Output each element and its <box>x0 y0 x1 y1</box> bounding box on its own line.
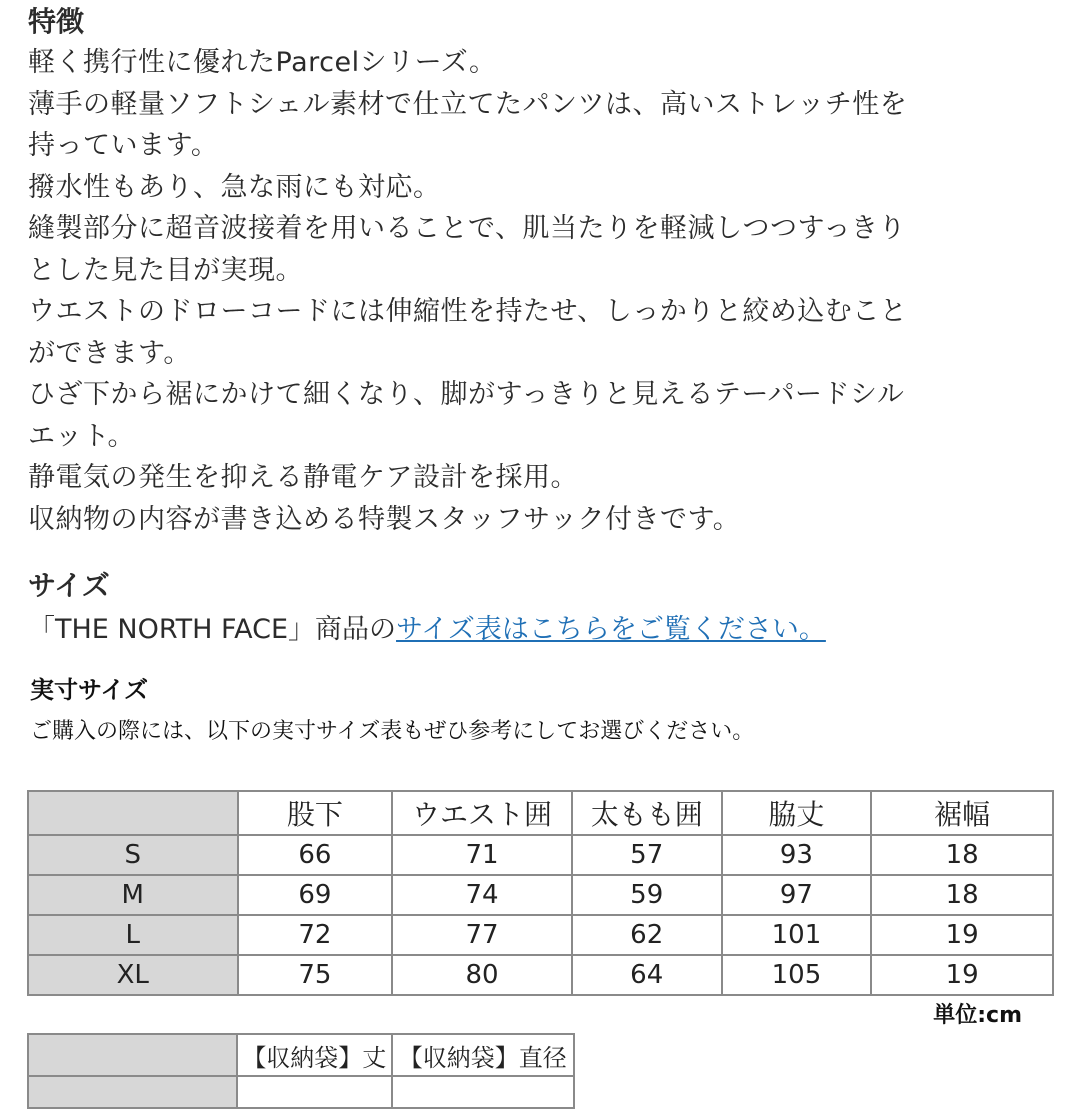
table-cell: 75 <box>238 955 393 995</box>
size-table <box>27 790 1054 996</box>
feature-line: 縫製部分に超音波接着を用いることで、肌当たりを軽減しつつすっきり <box>28 213 906 244</box>
measurement-note: ご購入の際には、以下の実寸サイズ表もぜひ参考にしてお選びください。 <box>30 719 755 744</box>
feature-line: 持っています。 <box>28 130 219 161</box>
table-cell: 69 <box>238 875 393 915</box>
feature-line: エット。 <box>28 420 136 452</box>
size-label-cell: S <box>28 835 238 875</box>
size-intro-text: 「THE NORTH FACE」商品の <box>28 614 397 645</box>
size-heading: サイズ <box>28 569 110 602</box>
size-label-cell: M <box>28 875 238 915</box>
table-cell: 19 <box>871 955 1053 995</box>
size-label-cell: XL <box>28 955 238 995</box>
table-cell: 101 <box>722 915 872 955</box>
feature-line: 収納物の内容が書き込める特製スタッフサック付きです。 <box>28 503 741 535</box>
column-header: 股下 <box>238 791 393 835</box>
table-cell <box>237 1076 392 1108</box>
table-row <box>28 875 1053 915</box>
table-cell: 66 <box>238 835 393 875</box>
features-body <box>28 42 1068 540</box>
table-cell <box>28 1076 237 1108</box>
features-heading: 特徴 <box>28 5 85 38</box>
feature-line: 静電気の発生を抑える静電ケア設計を採用。 <box>28 462 578 493</box>
table-cell: 105 <box>722 955 872 995</box>
feature-line: 撥水性もあり、急な雨にも対応。 <box>28 171 441 203</box>
column-header: ウエスト囲 <box>392 791 572 835</box>
bag-table-header-row <box>28 1034 574 1076</box>
table-cell: 59 <box>572 875 722 915</box>
table-row <box>28 955 1053 995</box>
table-cell: 71 <box>392 835 572 875</box>
column-header: 脇丈 <box>722 791 872 835</box>
table-cell: 93 <box>722 835 872 875</box>
table-cell <box>392 1076 574 1108</box>
table-corner-cell <box>28 1034 237 1076</box>
size-table-header-row <box>28 791 1053 835</box>
unit-label: 単位:cm <box>933 1003 1022 1028</box>
table-row <box>28 915 1053 955</box>
column-header: 太もも囲 <box>572 791 722 835</box>
table-cell: 74 <box>392 875 572 915</box>
table-cell: 18 <box>871 875 1053 915</box>
feature-line: とした見た目が実現。 <box>28 254 303 286</box>
feature-line: 薄手の軽量ソフトシェル素材で仕立てたパンツは、高いストレッチ性を <box>28 88 908 120</box>
column-header: 裾幅 <box>871 791 1053 835</box>
table-cell: 18 <box>871 835 1053 875</box>
feature-line: ひざ下から裾にかけて細くなり、脚がすっきりと見えるテーパードシル <box>28 379 905 410</box>
table-row <box>28 1076 574 1108</box>
bag-size-table <box>27 1033 575 1109</box>
table-corner-cell <box>28 791 238 835</box>
size-chart-link[interactable]: サイズ表はこちらをご覧ください。 <box>396 614 826 645</box>
table-cell: 72 <box>238 915 393 955</box>
table-row <box>28 835 1053 875</box>
feature-line: 軽く携行性に優れたParcelシリーズ。 <box>28 47 497 78</box>
size-label-cell: L <box>28 915 238 955</box>
table-cell: 80 <box>392 955 572 995</box>
table-cell: 64 <box>572 955 722 995</box>
table-cell: 57 <box>572 835 722 875</box>
size-intro <box>28 610 826 650</box>
table-cell: 77 <box>392 915 572 955</box>
feature-line: ができます。 <box>28 337 191 369</box>
measurement-heading: 実寸サイズ <box>30 676 149 704</box>
column-header: 【収納袋】丈 <box>237 1034 392 1076</box>
column-header: 【収納袋】直径 <box>392 1034 574 1076</box>
table-cell: 19 <box>871 915 1053 955</box>
table-cell: 62 <box>572 915 722 955</box>
table-cell: 97 <box>722 875 872 915</box>
feature-line: ウエストのドローコードには伸縮性を持たせ、しっかりと絞め込むこと <box>28 296 908 327</box>
